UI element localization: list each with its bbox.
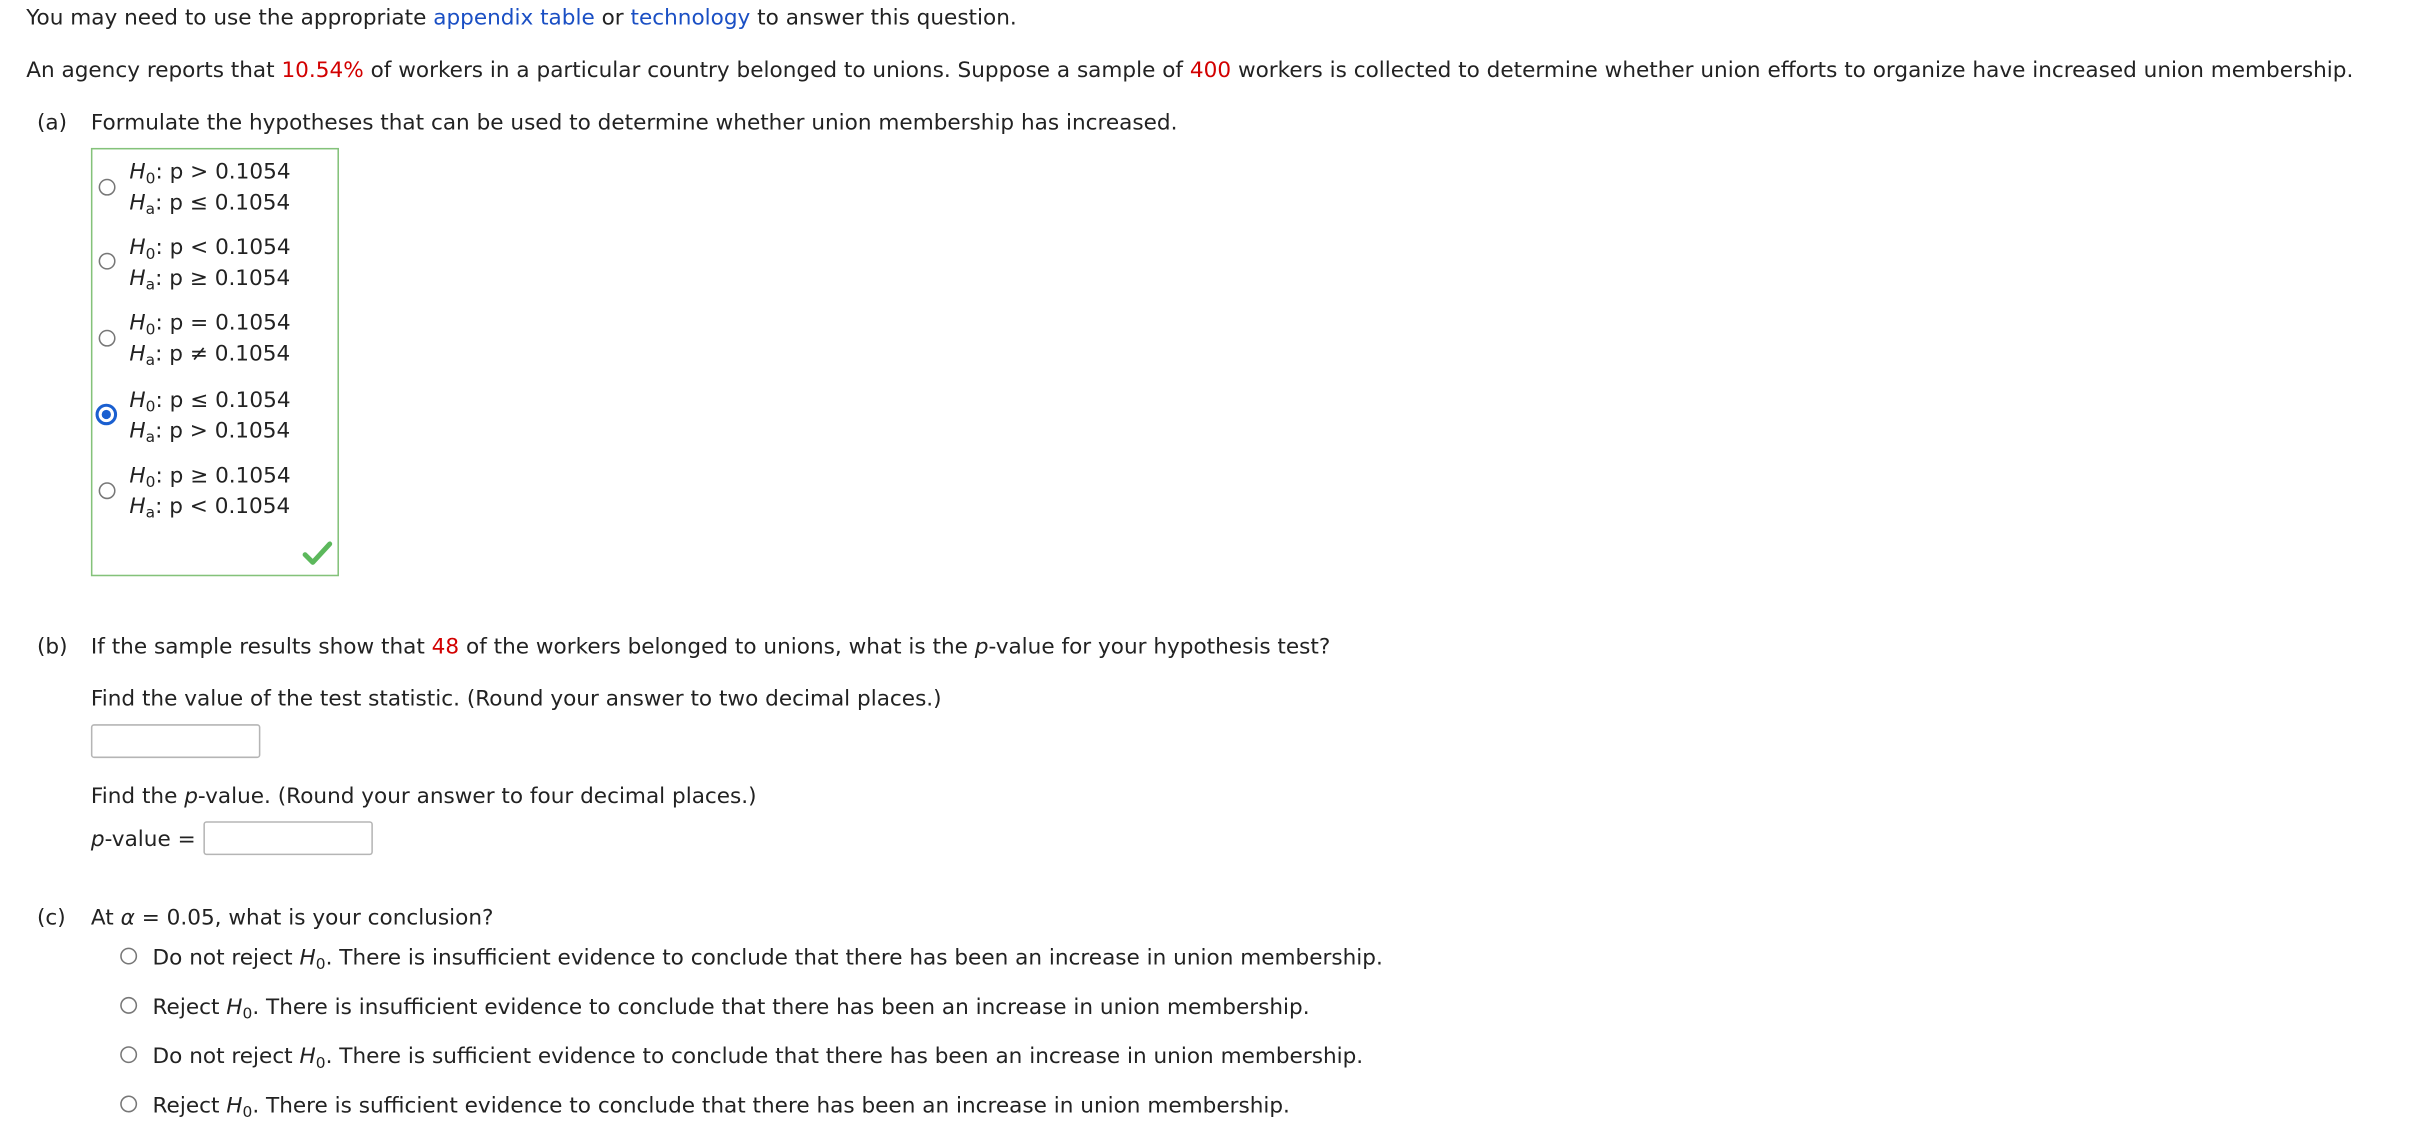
- ha-text: : p ≤ 0.1054: [155, 191, 291, 216]
- hypothesis-option-3[interactable]: $H_0$: p = 0.1054 $H_a$: p ≠ 0.1054: [129, 311, 291, 370]
- option-action: Reject: [152, 995, 220, 1021]
- conclusion-option-2[interactable]: Reject $H_0$. There is insufficient evidence to conclude that there has been an increase in union membership.: [152, 995, 1310, 1024]
- part-b-question: [91, 635, 1330, 661]
- h0-text: : p = 0.1054: [155, 311, 291, 336]
- part-a-question: Formulate the hypotheses that can be used to determine whether union membership has increased.: [90, 110, 1178, 136]
- hypothesis-option-4[interactable]: $H_0$: p ≤ 0.1054 $H_a$: p > 0.1054: [129, 388, 291, 447]
- p-value-input[interactable]: [203, 821, 372, 855]
- intro-text-suffix: to answer this question.: [757, 6, 1017, 31]
- option-text: . There is insufficient evidence to conclude that there has been an increase in union membership.: [252, 995, 1310, 1021]
- prompt-text: Find the: [90, 784, 178, 809]
- hypothesis-option-1[interactable]: $H_0$: p > 0.1054 $H_a$: p ≤ 0.1054: [129, 160, 291, 219]
- ha-text: : p ≠ 0.1054: [155, 342, 291, 367]
- h0-text: : p < 0.1054: [155, 235, 291, 261]
- part-a-label: (a): [36, 110, 68, 136]
- option-action: Do not reject: [152, 1044, 293, 1070]
- question-text: At: [90, 905, 114, 931]
- union-percent: 10.54%: [281, 58, 364, 84]
- question-text: = 0.05, what is your conclusion?: [141, 905, 494, 931]
- p-variable: p: [974, 634, 989, 660]
- hypothesis-option-5[interactable]: $H_0$: p ≥ 0.1054 $H_a$: p < 0.1054: [129, 463, 291, 523]
- conclusion-option-3-radio[interactable]: [120, 1046, 137, 1063]
- p-value-label: [91, 827, 196, 853]
- hypothesis-option-2[interactable]: $H_0$: p < 0.1054 $H_a$: p ≥ 0.1054: [129, 235, 291, 295]
- hypothesis-option-2-radio[interactable]: [99, 253, 116, 270]
- appendix-table-link[interactable]: appendix table: [433, 6, 595, 31]
- conclusion-option-4[interactable]: Reject $H_0$. There is sufficient evidence to conclude that there has been an increase in union membership.: [152, 1093, 1290, 1122]
- option-text: . There is insufficient evidence to conclude that there has been an increase in union membership.: [325, 946, 1383, 971]
- ha-text: : p < 0.1054: [155, 494, 291, 520]
- alpha-symbol: α: [120, 905, 135, 931]
- ha-text: : p > 0.1054: [155, 419, 291, 444]
- p-variable: p: [184, 784, 198, 809]
- hypothesis-option-1-radio[interactable]: [99, 179, 116, 196]
- conclusion-option-1-radio[interactable]: [120, 948, 137, 965]
- h0-text: : p ≤ 0.1054: [155, 388, 291, 413]
- option-text: . There is sufficient evidence to conclude that there has been an increase in union membership.: [325, 1044, 1364, 1070]
- prompt-text: -value. (Round your answer to four decimal places.): [197, 784, 757, 809]
- sample-size: 400: [1189, 58, 1232, 84]
- part-c-question: [91, 906, 494, 932]
- option-text: . There is sufficient evidence to conclude that there has been an increase in union membership.: [252, 1093, 1290, 1119]
- h0-text: : p > 0.1054: [155, 160, 291, 185]
- question-text: -value for your hypothesis test?: [988, 634, 1331, 660]
- question-text: If the sample results show that: [90, 634, 425, 660]
- h0-text: : p ≥ 0.1054: [155, 463, 291, 489]
- option-action: Reject: [152, 1093, 220, 1119]
- option-action: Do not reject: [152, 946, 293, 971]
- intro-text-or: or: [601, 6, 624, 31]
- ha-text: : p ≥ 0.1054: [155, 266, 291, 292]
- conclusion-option-3[interactable]: Do not reject $H_0$. There is sufficient evidence to conclude that there has been an increase in union membership.: [152, 1044, 1364, 1073]
- hypothesis-option-3-radio[interactable]: [99, 330, 116, 347]
- problem-text: workers is collected to determine whether union efforts to organize have increased union membership.: [1237, 58, 2354, 84]
- problem-statement: [26, 59, 2353, 85]
- technology-link[interactable]: technology: [630, 6, 751, 31]
- problem-text: An agency reports that: [26, 58, 275, 84]
- label-text: -value =: [104, 827, 196, 853]
- hypothesis-option-5-radio[interactable]: [99, 482, 116, 499]
- conclusion-option-4-radio[interactable]: [120, 1096, 137, 1113]
- check-icon: [302, 541, 333, 566]
- conclusion-option-1[interactable]: Do not reject $H_0$. There is insufficient evidence to conclude that there has been an increase in union membership.: [152, 946, 1383, 974]
- part-b-label: (b): [36, 634, 68, 660]
- intro-line: [26, 6, 1017, 32]
- problem-text: of workers in a particular country belonged to unions. Suppose a sample of: [370, 58, 1184, 84]
- conclusion-option-2-radio[interactable]: [120, 997, 137, 1014]
- part-c-label: (c): [36, 905, 66, 931]
- intro-text: You may need to use the appropriate: [26, 6, 427, 31]
- test-statistic-prompt: Find the value of the test statistic. (Round your answer to two decimal places.): [90, 687, 942, 712]
- p-variable: p: [90, 827, 105, 853]
- test-statistic-input[interactable]: [91, 724, 260, 758]
- p-value-prompt: [91, 784, 757, 810]
- hypothesis-option-4-radio-selected[interactable]: [96, 404, 118, 426]
- question-text: of the workers belonged to unions, what is the: [465, 634, 968, 660]
- union-count: 48: [431, 634, 460, 660]
